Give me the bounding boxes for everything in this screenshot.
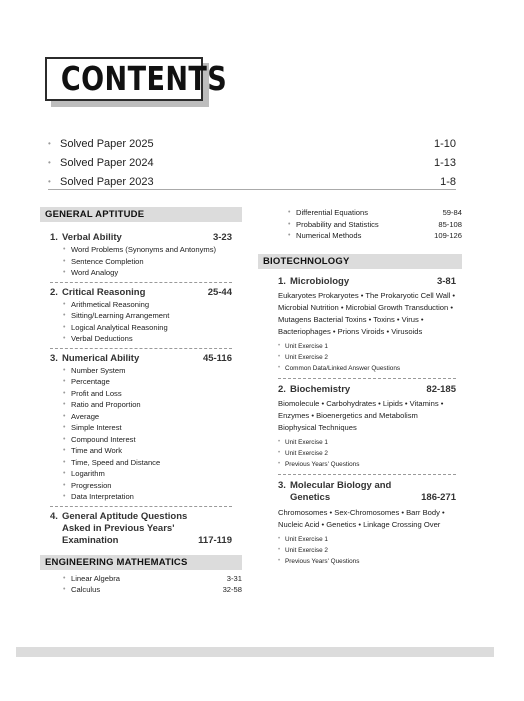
bullet-icon: • [63,435,66,443]
chapter-number: 2. [278,383,286,395]
bullet-icon: • [288,232,291,239]
list-item[interactable] [63,310,232,322]
list-item[interactable] [278,352,456,363]
list-item[interactable] [278,341,456,352]
chapter-heading[interactable] [50,232,232,243]
bullet-icon: • [63,481,66,489]
list-item[interactable] [278,437,456,448]
solved-paper-label: Solved Paper 2023 [60,175,154,188]
topic-label: Numerical Methods [296,231,362,240]
bullet-icon: • [288,220,291,228]
solved-paper-row[interactable] [48,134,456,153]
bullet-icon: • [63,300,66,308]
left-column [40,207,242,596]
chapter-pages: 3-81 [436,275,456,287]
topic-label: Profit and Loss [71,388,122,398]
list-item[interactable] [63,388,232,400]
exercise-list [278,341,456,374]
topic-list [50,299,232,345]
bullet-icon: • [63,378,66,385]
bullet-icon: • [63,335,66,342]
list-item[interactable] [278,459,456,470]
solved-paper-label: Solved Paper 2025 [60,137,154,150]
chapter-heading[interactable] [50,287,232,298]
topic-label: Word Problems (Synonyms and Antonyms) [71,245,217,254]
list-item[interactable] [63,365,232,377]
list-item[interactable] [278,556,456,567]
exercise-list [278,437,456,470]
bullet-icon: • [63,447,66,454]
page-title: CONTENTS [60,59,228,98]
topic-pages: 3-31 [226,573,242,583]
topic-label: Logical Analytical Reasoning [71,322,168,332]
exercise-label: Common Data/Linked Answer Questions [285,364,401,372]
list-item[interactable] [278,448,456,459]
topic-list [50,244,232,279]
list-item[interactable] [63,322,232,334]
chapter-title: Microbiology [290,275,350,287]
list-item[interactable] [63,480,232,492]
contents-title-block [45,57,228,107]
chapter-heading[interactable] [278,384,456,395]
bullet-icon: • [63,493,66,500]
bullet-icon: • [63,412,66,420]
bullet-icon: • [63,269,66,276]
chapter-pages: 25-44 [207,286,232,298]
footer-bar [16,647,494,657]
bullet-icon: • [278,353,281,360]
topic-label: Word Analogy [71,268,119,277]
list-item[interactable] [63,584,242,596]
topic-label: Average [71,411,100,421]
topic-label: Sentence Completion [71,256,144,266]
list-item[interactable] [63,457,232,469]
chapter-title-line: Molecular Biology and [290,479,392,491]
list-item[interactable] [288,230,462,242]
exercise-label: Previous Years' Questions [285,460,360,468]
topic-list [40,570,242,596]
chapter-title-line: General Aptitude Questions [62,510,188,522]
list-item[interactable] [63,445,232,457]
topic-label: Probability and Statistics [296,219,379,229]
list-item[interactable] [63,267,232,279]
exercise-label: Unit Exercise 2 [285,449,328,457]
bullet-icon: • [63,470,66,477]
bullet-icon: • [278,438,281,445]
bullet-icon: • [278,535,281,542]
topic-pages: 85-108 [438,219,462,229]
topic-label: Calculus [71,585,101,594]
list-item[interactable] [278,363,456,374]
topic-label: Time and Work [71,446,123,455]
exercise-label: Unit Exercise 1 [285,342,328,350]
topic-label: Data Interpretation [71,492,134,501]
topic-label: Progression [71,480,112,490]
bullet-icon: • [63,257,66,265]
bullet-icon: • [63,312,66,319]
list-item[interactable] [288,207,462,219]
chapter-number: 4. [50,510,58,522]
topic-list [50,365,232,503]
list-item[interactable] [63,299,232,311]
list-item[interactable] [63,333,232,345]
topic-pages: 109-126 [434,231,462,240]
topic-label: Logarithm [71,469,105,478]
title-box [45,57,228,101]
solved-paper-pages: 1-10 [433,137,456,150]
exercise-label: Unit Exercise 2 [285,546,328,554]
bullet-icon: • [278,449,281,456]
bullet-icon: • [63,246,66,253]
chapter-number: 1. [278,275,286,287]
topic-label: Percentage [71,377,110,386]
bullet-icon: • [278,460,281,467]
chapter-title: Numerical Ability [62,352,140,364]
chapter-description: Eukaryotes Prokaryotes • The Prokaryotic Cell Wall • Microbial Nutrition • Microbial Growth Transduction • Mutagens Bacterial Toxins • Toxins • Virus • Bacteriophages • Prions Viroids • Virusoids [278,290,456,336]
chapter-title-line: Genetics [290,491,331,503]
exercise-label: Unit Exercise 1 [285,438,328,446]
list-item[interactable] [278,534,456,545]
topic-label: Simple Interest [71,423,122,432]
divider [48,189,456,190]
chapter-title: Critical Reasoning [62,286,146,298]
list-item[interactable] [63,422,232,434]
chapter-pages: 3-23 [212,232,232,243]
topic-label: Verbal Deductions [71,334,133,343]
topic-label: Linear Algebra [71,573,120,583]
bullet-icon: • [278,342,281,349]
bullet-icon: • [48,139,51,148]
chapter-title: Verbal Ability [62,232,122,243]
topic-pages: 59-84 [442,208,462,217]
solved-papers-list [48,134,456,191]
exercise-label: Unit Exercise 1 [285,535,328,543]
chapter-title-line: Asked in Previous Years' [62,522,175,534]
chapter-number: 3. [278,479,286,491]
bullet-icon: • [63,586,66,593]
bullet-icon: • [63,366,66,374]
right-column [258,207,462,567]
list-item[interactable] [63,256,232,268]
chapter-title [62,511,198,547]
exercise-label: Unit Exercise 2 [285,353,328,361]
bullet-icon: • [48,177,51,186]
exercise-label: Previous Years' Questions [285,557,360,565]
chapter-title [290,480,421,504]
bullet-icon: • [63,401,66,408]
chapter-title: Biochemistry [290,383,351,395]
chapter-heading[interactable] [50,353,232,364]
list-item[interactable] [63,491,232,503]
chapter-pages: 117-119 [198,534,232,546]
chapter-number: 1. [50,232,58,243]
solved-paper-pages: 1-8 [440,175,456,188]
section-header-biotechnology: BIOTECHNOLOGY [258,254,462,269]
bullet-icon: • [288,209,291,216]
list-item[interactable] [63,434,232,446]
topic-label: Time, Speed and Distance [71,457,161,467]
list-item[interactable] [63,376,232,388]
exercise-list [278,534,456,567]
chapter-pages: 186-271 [421,491,456,503]
chapter-heading[interactable] [278,480,456,504]
solved-paper-pages: 1-13 [433,156,456,169]
bullet-icon: • [63,458,66,466]
section-header-engineering-mathematics: ENGINEERING MATHEMATICS [40,555,242,570]
bullet-icon: • [63,323,66,331]
list-item[interactable] [63,399,232,411]
solved-paper-label: Solved Paper 2024 [60,156,154,169]
topic-label: Number System [71,365,126,375]
topic-label: Arithmetical Reasoning [71,299,150,309]
chapter-heading[interactable] [278,276,456,287]
bullet-icon: • [63,424,66,431]
bullet-icon: • [278,557,281,564]
topic-label: Ratio and Proportion [71,400,141,409]
chapter-description: Chromosomes • Sex-Chromosomes • Barr Body • Nucleic Acid • Genetics • Linkage Crossing Over [278,507,445,529]
chapter-number: 3. [50,352,58,364]
list-item[interactable] [278,545,456,556]
chapter-heading[interactable] [50,511,232,547]
list-item[interactable] [63,468,232,480]
bullet-icon: • [63,389,66,397]
chapter-description: Biomolecule • Carbohydrates • Lipids • Vitamins • Enzymes • Bioenergetics and Metabolism Biophysical Techniques [278,398,444,432]
chapter-number: 2. [50,286,58,298]
chapter-pages: 82-185 [426,383,456,395]
topic-pages: 32-58 [222,585,242,594]
topic-label: Differential Equations [296,208,369,217]
list-item[interactable] [288,219,462,231]
bullet-icon: • [63,574,66,582]
bullet-icon: • [278,364,281,371]
topic-label: Compound Interest [71,434,136,444]
chapter-pages: 45-116 [202,352,232,364]
topic-label: Sitting/Learning Arrangement [71,311,170,320]
list-item[interactable] [63,411,232,423]
list-item[interactable] [63,244,232,256]
bullet-icon: • [48,158,51,167]
solved-paper-row[interactable] [48,153,456,172]
topic-list [258,207,462,242]
chapter-title-line: Examination [62,534,119,546]
bullet-icon: • [278,546,281,553]
section-header-general-aptitude: GENERAL APTITUDE [40,207,242,222]
list-item[interactable] [63,573,242,585]
